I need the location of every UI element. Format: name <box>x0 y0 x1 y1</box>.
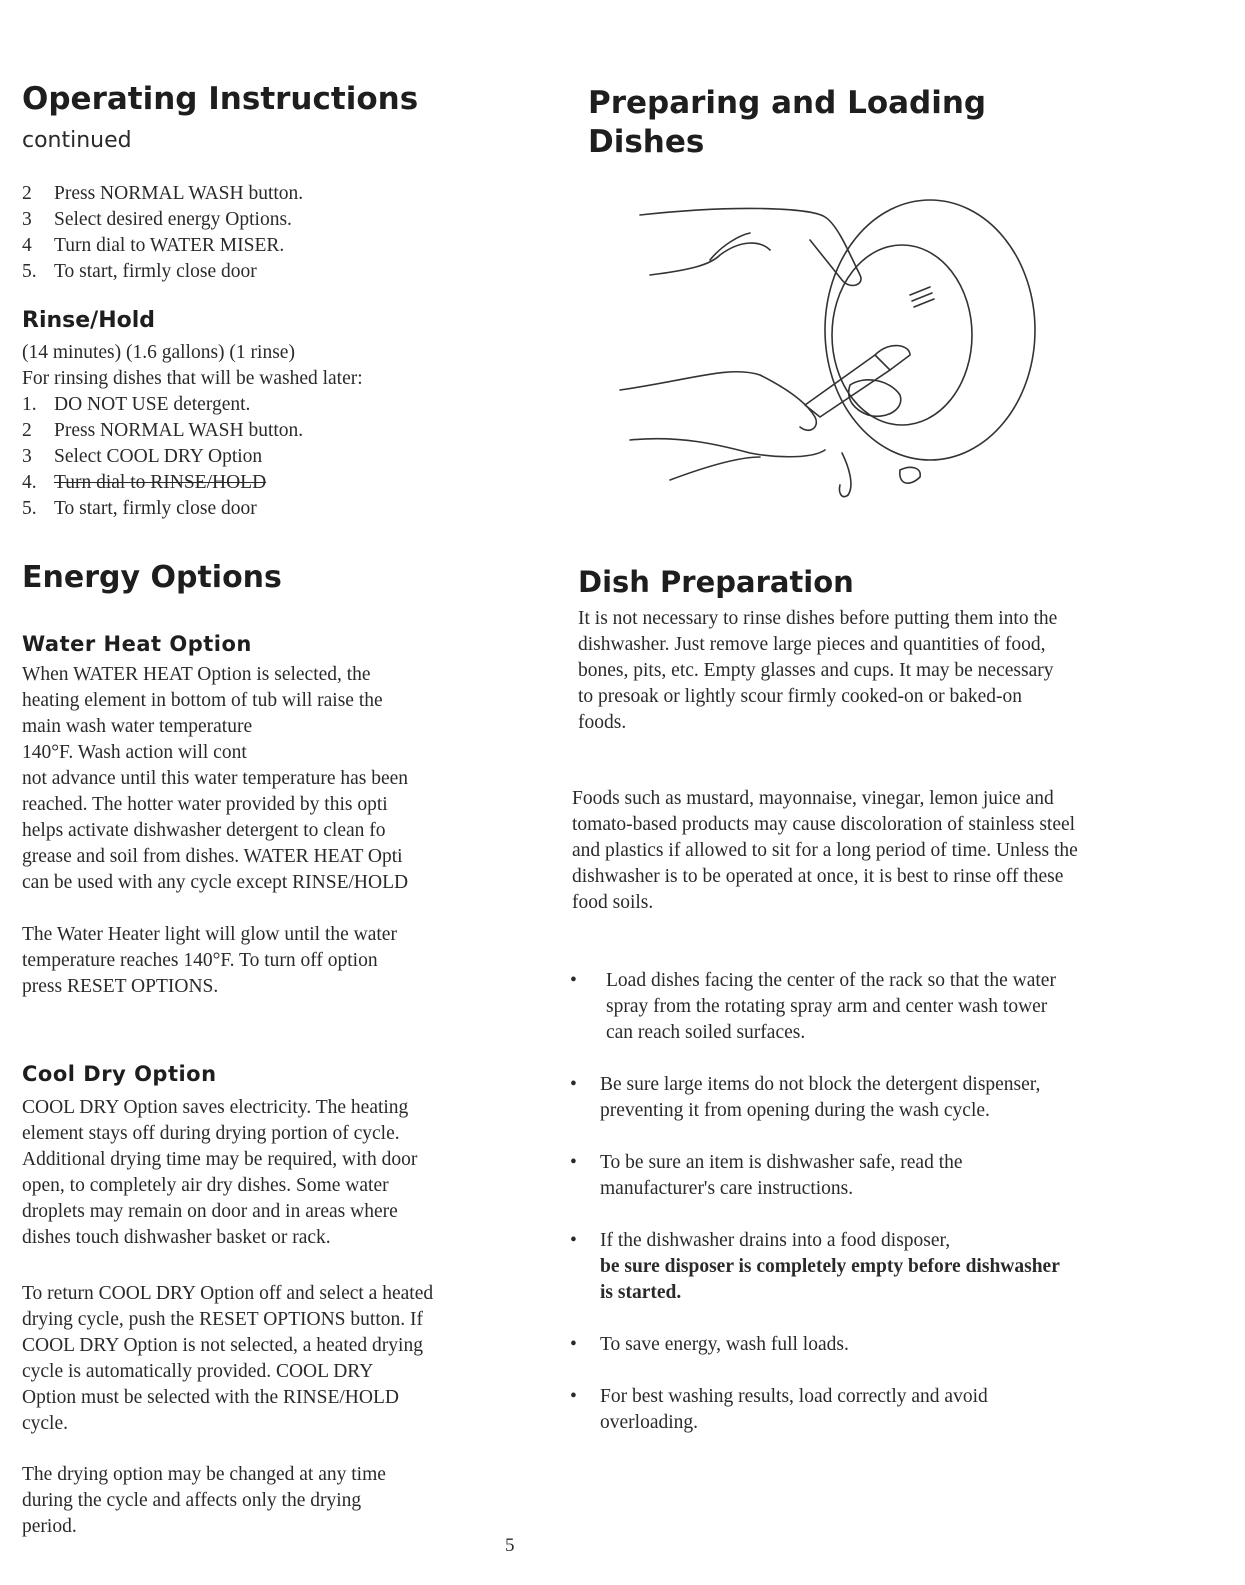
text-line: droplets may remain on door and in areas where <box>22 1201 398 1222</box>
list-item: • If the dishwasher drains into a food disposer, be sure disposer is completely empty before dishwasher is started. <box>570 1230 1060 1303</box>
bullet-icon: • <box>570 1386 577 1407</box>
text-line: COOL DRY Option is not selected, a heated drying <box>22 1335 423 1356</box>
list-item: • To save energy, wash full loads. <box>570 1332 1070 1358</box>
loading-tips-list <box>570 968 1070 1436</box>
energy-options-heading: Energy Options <box>22 560 282 595</box>
scraper <box>805 355 890 417</box>
text-line: heating element in bottom of tub will raise the <box>22 690 383 711</box>
water-heat-heading: Water Heat Option <box>22 632 252 656</box>
water-heat-text-2 <box>22 922 397 1000</box>
text-line: during the cycle and affects only the drying <box>22 1490 362 1511</box>
text-line: can be used with any cycle except RINSE/HOLD <box>22 872 409 893</box>
bullet-icon: • <box>570 1074 577 1095</box>
text-line: 140°F. Wash action will cont <box>22 742 247 763</box>
list-item: 3 Select COOL DRY Option <box>22 446 263 467</box>
list-item: • Be sure large items do not block the detergent dispenser, preventing it from opening during the wash cycle. <box>570 1074 1041 1121</box>
list-item: • Load dishes facing the center of the rack so that the water spray from the rotating spray arm and center wash tower can reach soiled surfaces. <box>570 970 1056 1043</box>
lower-hand <box>620 372 816 431</box>
dish-prep-paragraph-1 <box>578 606 1058 736</box>
steps-list-top <box>22 181 303 285</box>
cool-dry-text <box>22 1095 417 1251</box>
text-line: cycle is automatically provided. COOL DRY <box>22 1361 374 1382</box>
text-line: period. <box>22 1516 77 1537</box>
text-line: open, to completely air dry dishes. Some water <box>22 1175 389 1196</box>
page-title: Operating Instructions <box>22 81 419 117</box>
text-line: The drying option may be changed at any time <box>22 1464 386 1485</box>
text-line: element stays off during drying portion of cycle. <box>22 1123 400 1144</box>
rinse-hold-spec: (14 minutes) (1.6 gallons) (1 rinse) <box>22 342 295 363</box>
dish-preparation-section <box>578 565 1078 599</box>
list-item: 2 Press NORMAL WASH button. <box>22 420 304 441</box>
paragraph: It is not necessary to rinse dishes before putting them into the dishwasher. Just remove large pieces and quantities of food, bones, pits, etc. Empty glasses and cups. It may be necessary to presoak or lightly scour firmly cooked-on or baked-on foods. <box>578 608 1058 733</box>
text-line: reached. The hotter water provided by this opti <box>22 794 388 815</box>
bullet-icon: • <box>570 1334 577 1355</box>
water-heat-text <box>22 662 408 896</box>
bullet-icon: • <box>570 1152 577 1173</box>
text-line: not advance until this water temperature has been <box>22 768 409 789</box>
rinse-hold-section <box>22 340 363 522</box>
food-debris <box>849 380 901 417</box>
text-line: Option must be selected with the RINSE/HOLD <box>22 1387 399 1408</box>
section-title-line1: Preparing and Loading <box>588 85 987 121</box>
page-number: 5 <box>505 1535 515 1556</box>
text-line: temperature reaches 140°F. To turn off option <box>22 950 378 971</box>
text-line: grease and soil from dishes. WATER HEAT Opti <box>22 846 403 867</box>
cool-dry-text-2 <box>22 1281 433 1437</box>
plate-outer <box>825 200 1035 460</box>
rinse-hold-intro: For rinsing dishes that will be washed later: <box>22 368 363 389</box>
rinse-hold-heading: Rinse/Hold <box>22 308 156 333</box>
dish-preparation-heading: Dish Preparation <box>578 565 854 599</box>
list-item: 1. DO NOT USE detergent. <box>22 394 251 415</box>
text-line: Additional drying time may be required, with door <box>22 1149 418 1170</box>
text-line: press RESET OPTIONS. <box>22 976 219 997</box>
list-item: 4. Turn dial to RINSE/HOLD <box>22 472 267 493</box>
list-item: 3 Select desired energy Options. <box>22 209 292 230</box>
list-item: 5. To start, firmly close door <box>22 498 257 519</box>
cool-dry-heading: Cool Dry Option <box>22 1062 217 1086</box>
text-line: The Water Heater light will glow until the water <box>22 924 397 945</box>
text-line: COOL DRY Option saves electricity. The heating <box>22 1097 409 1118</box>
list-item: • For best washing results, load correctly and avoid overloading. <box>570 1386 988 1433</box>
dish-prep-paragraph-2 <box>572 786 1080 916</box>
text-line: cycle. <box>22 1413 69 1434</box>
text-line: dishes touch dishwasher basket or rack. <box>22 1227 331 1248</box>
list-item: 4 Turn dial to WATER MISER. <box>22 235 285 256</box>
text-line: drying cycle, push the RESET OPTIONS button. If <box>22 1309 423 1330</box>
text-line: main wash water temperature <box>22 716 253 737</box>
list-item: • To be sure an item is dishwasher safe, read the manufacturer's care instructions. <box>570 1152 963 1199</box>
plate-inner <box>832 245 972 425</box>
cool-dry-text-3 <box>22 1462 386 1540</box>
bullet-icon: • <box>570 970 577 991</box>
text-line: helps activate dishwasher detergent to clean fo <box>22 820 386 841</box>
disposer-warning: be sure disposer is completely empty before dishwasher is started. <box>600 1256 1060 1303</box>
section-title-line2: Dishes <box>588 124 705 160</box>
text-line: To return COOL DRY Option off and select a heated <box>22 1283 434 1304</box>
list-item: 2 Press NORMAL WASH button. <box>22 183 304 204</box>
text-line: When WATER HEAT Option is selected, the <box>22 664 371 685</box>
page-subtitle: continued <box>22 128 132 153</box>
upper-hand <box>640 208 861 285</box>
dish-scraping-illustration <box>610 195 1050 535</box>
paragraph: Foods such as mustard, mayonnaise, vinegar, lemon juice and tomato-based products may cause discoloration of stainless steel and plastics if allowed to sit for a long period of time. Unless the dishwasher is to be operated at once, it is best to rinse off these food soils. <box>572 788 1078 913</box>
list-item: 5. To start, firmly close door <box>22 261 257 282</box>
bullet-icon: • <box>570 1230 577 1251</box>
